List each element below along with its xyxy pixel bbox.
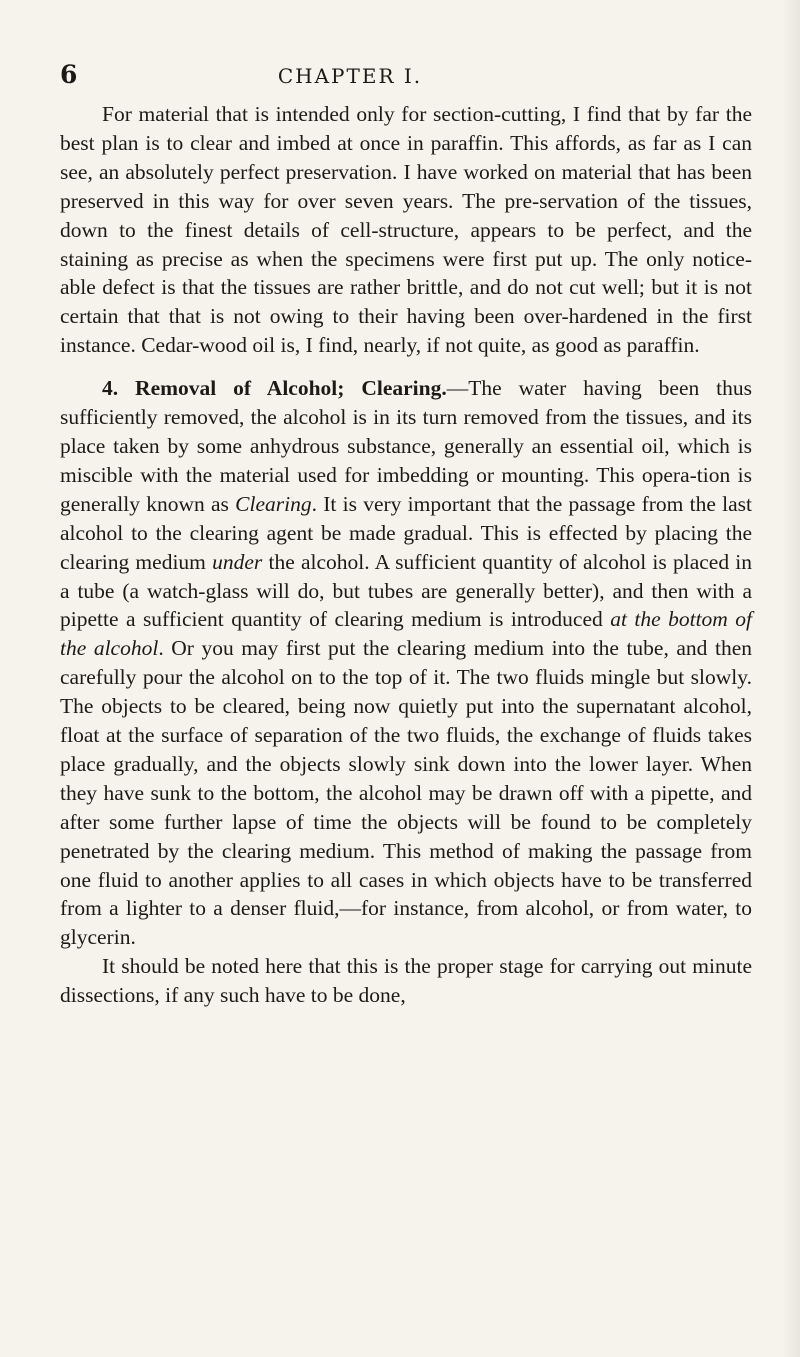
paragraph-preservation: For material that is intended only for section-cutting, I find that by far the best plan is to clear and imbed at once in paraffin. This affords, as far as I can see, an absolutely perfect preservation. I have worked on material that has been preserved in this way for over seven years. The pre-servation of the tissues, down to the finest details of cell-structure, appears to be perfect, and the staining as precise as when the specimens were first put up. The only notice-able defect is that the tissues are rather brittle, and do not cut well; but it is not certain that that is not owing to their having been over-hardened in the first instance. Cedar-wood oil is, I find, nearly, if not quite, as good as paraffin. <box>60 102 752 358</box>
page-edge-shade <box>782 0 800 1357</box>
section-number: 4. <box>102 376 119 401</box>
term-clearing: Clearing <box>235 491 312 516</box>
section-text-b: . It is very important that the passage from the last alcohol to the clearing agent be made gradual. This is effected by placing the clearing medium <box>60 491 753 574</box>
emphasis-bottom: at the bottom of the alcohol <box>60 607 752 661</box>
body-text <box>60 100 752 1010</box>
running-head: CHAPTER I. <box>277 64 423 88</box>
section-removal-of-alcohol <box>60 374 752 952</box>
section-text-c: the alcohol. A sufficient quantity of alcohol is placed in a tube (a watch-glass will do, but tubes are generally better), and then with a pipette a sufficient quantity of clearing medium is introduced <box>60 549 753 632</box>
section-text-d: . Or you may first put the clearing medium into the tube, and then carefully pour the alcohol on to the top of it. The two fluids mingle but slowly. The objects to be cleared, being now quietly put into the supernatant alcohol, float at the surface of separation of the two fluids, the exchange of fluids takes place gradually, and the objects slowly sink down into the lower layer. When they have sunk to the bottom, the alcohol may be drawn off with a pipette, and after some further lapse of time the objects will be found to be completely penetrated by the clearing medium. This method of making the passage from one fluid to another applies to all cases in which objects have to be transferred from a lighter to a denser fluid,—for instance, from alcohol, or from water, to glycerin. <box>60 636 752 950</box>
section-title: Removal of Alcohol; Clearing. <box>135 376 447 401</box>
paragraph-dissections: It should be noted here that this is the proper stage for carrying out minute dissections, if any such have to be done, <box>60 954 752 1008</box>
section-text-a: —The water having been thus sufficiently removed, the alcohol is in its turn removed from the tissues, and its place taken by some anhydrous substance, generally an essential oil, which is miscible with the material used for imbedding or mounting. This opera-tion is generally known as <box>60 376 752 516</box>
emphasis-under: under <box>212 549 263 574</box>
page-number: 6 <box>60 60 78 89</box>
